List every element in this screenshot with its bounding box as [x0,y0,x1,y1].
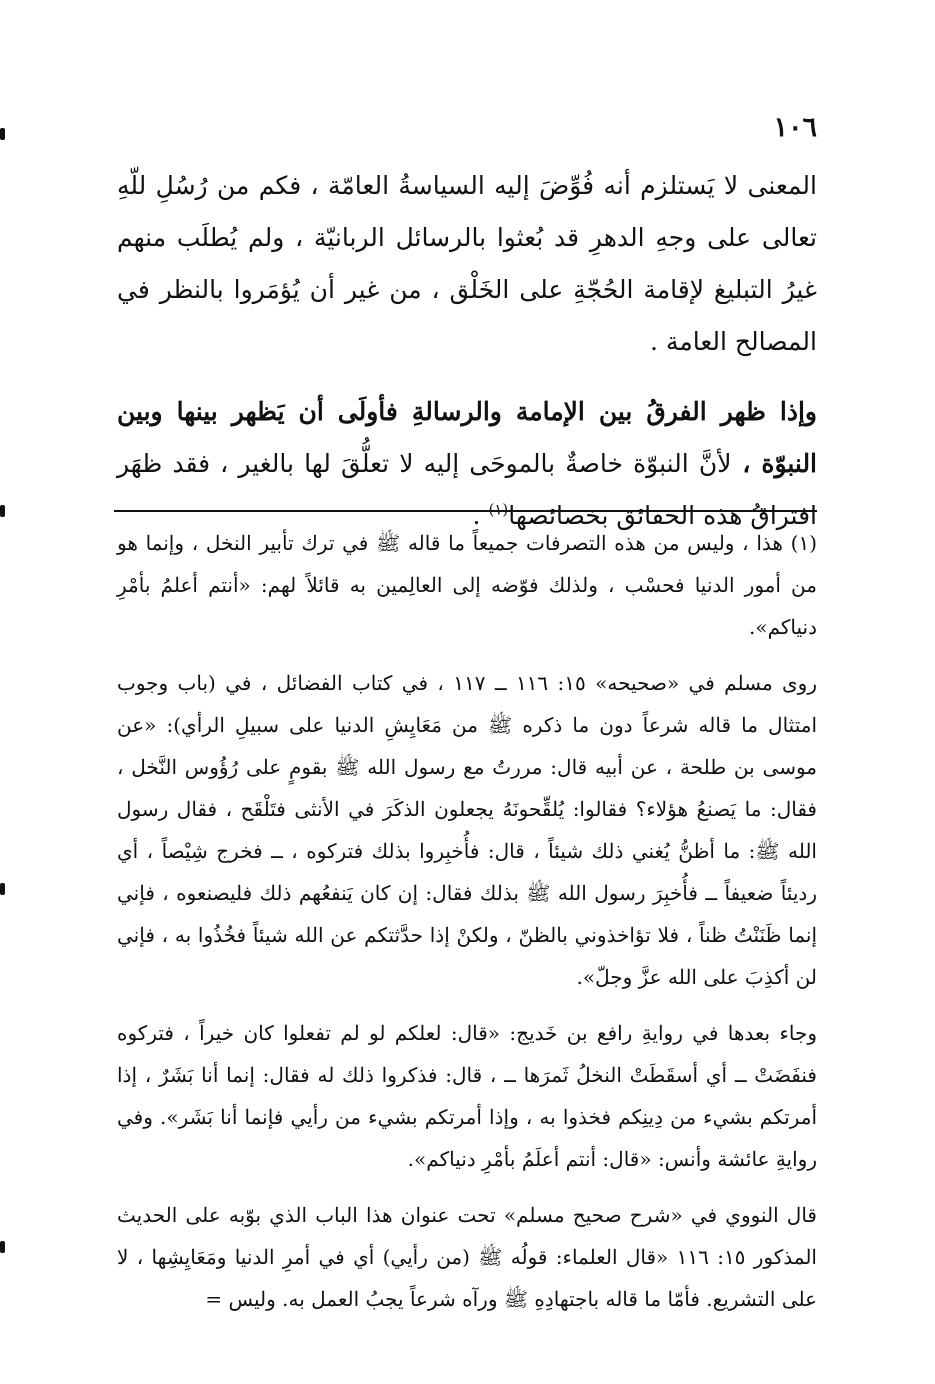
footnote-paragraph-2: روى مسلم في «صحيحه» ١٥: ١١٦ ــ ١١٧ ، في كتاب الفضائل ، في (باب وجوب امتثال ما قاله شرعاً دون ما ذكره ﷺ من مَعَايِشِ الدنيا على سبيلِ الرأي): «عن موسى بن طلحة ، عن أبيه قال: مررتُ مع رسول الله ﷺ بقومٍ على رُؤُوس النَّخل ، فقال: ما يَصنعُ هؤلاء؟ فقالوا: يُلقِّحونَهُ يجعلون الذكَرَ في الأنثى فتَلْقَح ، فقال رسول الله ﷺ: ما أظنُّ يُغني ذلك شيئاً ، قال: فأُخبِروا بذلك فتركوه ، ــ فخرج شِيْصاً ، أي رديئاً ضعيفاً ــ فأُخبِرَ رسول الله ﷺ بذلك فقال: إن كان يَنفعُهم ذلك فليصنعوه ، فإني إنما ظَنَنْتُ ظناً ، فلا تؤاخذوني بالظنّ ، ولكنْ إذا حدَّثتكم عن الله شيئاً فخُذُوا به ، فإني لن أكذِبَ على الله عزَّ وجلّ». [117,671,817,989]
main-paragraph-2-bold: وإذا ظهر الفرقُ بين الإمامة والرسالةِ فأولَى أن يَظهر بينها وبين النبوّة ، [117,397,818,478]
main-paragraph-2 [117,386,817,542]
page-number: ١٠٦ [773,112,817,143]
main-text [117,160,817,542]
main-paragraph-2-end: . [472,501,489,530]
footnote-separator [114,510,817,512]
scan-edge-mark [0,128,5,140]
main-paragraph-1: المعنى لا يَستلزم أنه فُوِّضَ إليه السياسةُ العامّة ، فكم من رُسُلِ للّهِ تعالى على وجهِ الدهرِ قد بُعثوا بالرسائل الربانيّة ، ولم يُطلَب منهم غيرُ التبليغ لإقامة الحُجّةِ على الخَلْق ، من غير أن يُؤمَروا بالنظر في المصالح العامة . [117,171,817,356]
scan-edge-mark [0,883,5,895]
footnote-paragraph-4: قال النووي في «شرح صحيح مسلم» تحت عنوان هذا الباب الذي بوّبه على الحديث المذكور ١٥: ١١٦ «قال العلماء: قولُه ﷺ (من رأيي) أي في أمرِ الدنيا ومَعَايِشِها ، لا على التشريع. فأمّا ما قاله باجتهادِهِ ﷺ ورآه شرعاً يجبُ العمل به. وليس = [117,1203,817,1311]
main-paragraph-2-rest: لأنَّ النبوّة خاصةٌ بالموحَى إليه لا تعلُّقَ لها بالغير ، فقد ظهَر افتراقُ هذه الحقائق بخصائصها [117,449,817,530]
scan-edge-mark [0,505,5,517]
scan-edge-mark [0,1241,5,1253]
footnote-paragraph-3: وجاء بعدها في روايةِ رافع بن خَديج: «قال: لعلكم لو لم تفعلوا كان خيراً ، فتركوه فنفَضَتْ ــ أي أسقَطَتْ النخلُ ثَمرَها ــ ، قال: فذكروا ذلك له فقال: إنما أنا بَشَرٌ ، إذا أمرتكم بشيء من دِينِكم فخذوا به ، وإذا أمرتكم بشيء من رأيي فإنما أنا بَشَر». وفي روايةِ عائشة وأنس: «قال: أنتم أعلَمُ بأمْرِ دنياكم». [117,1021,817,1171]
footnotes [117,522,817,1320]
footnote-paragraph-1: (١) هذا ، وليس من هذه التصرفات جميعاً ما قاله ﷺ في ترك تأبير النخل ، وإنما هو من أمور الدنيا فحسْب ، ولذلك فوّضه إلى العالِمين به قائلاً لهم: «أنتم أعلمُ بأمْرِ دنياكم». [117,531,817,639]
footnote-reference: (١) [488,500,509,519]
